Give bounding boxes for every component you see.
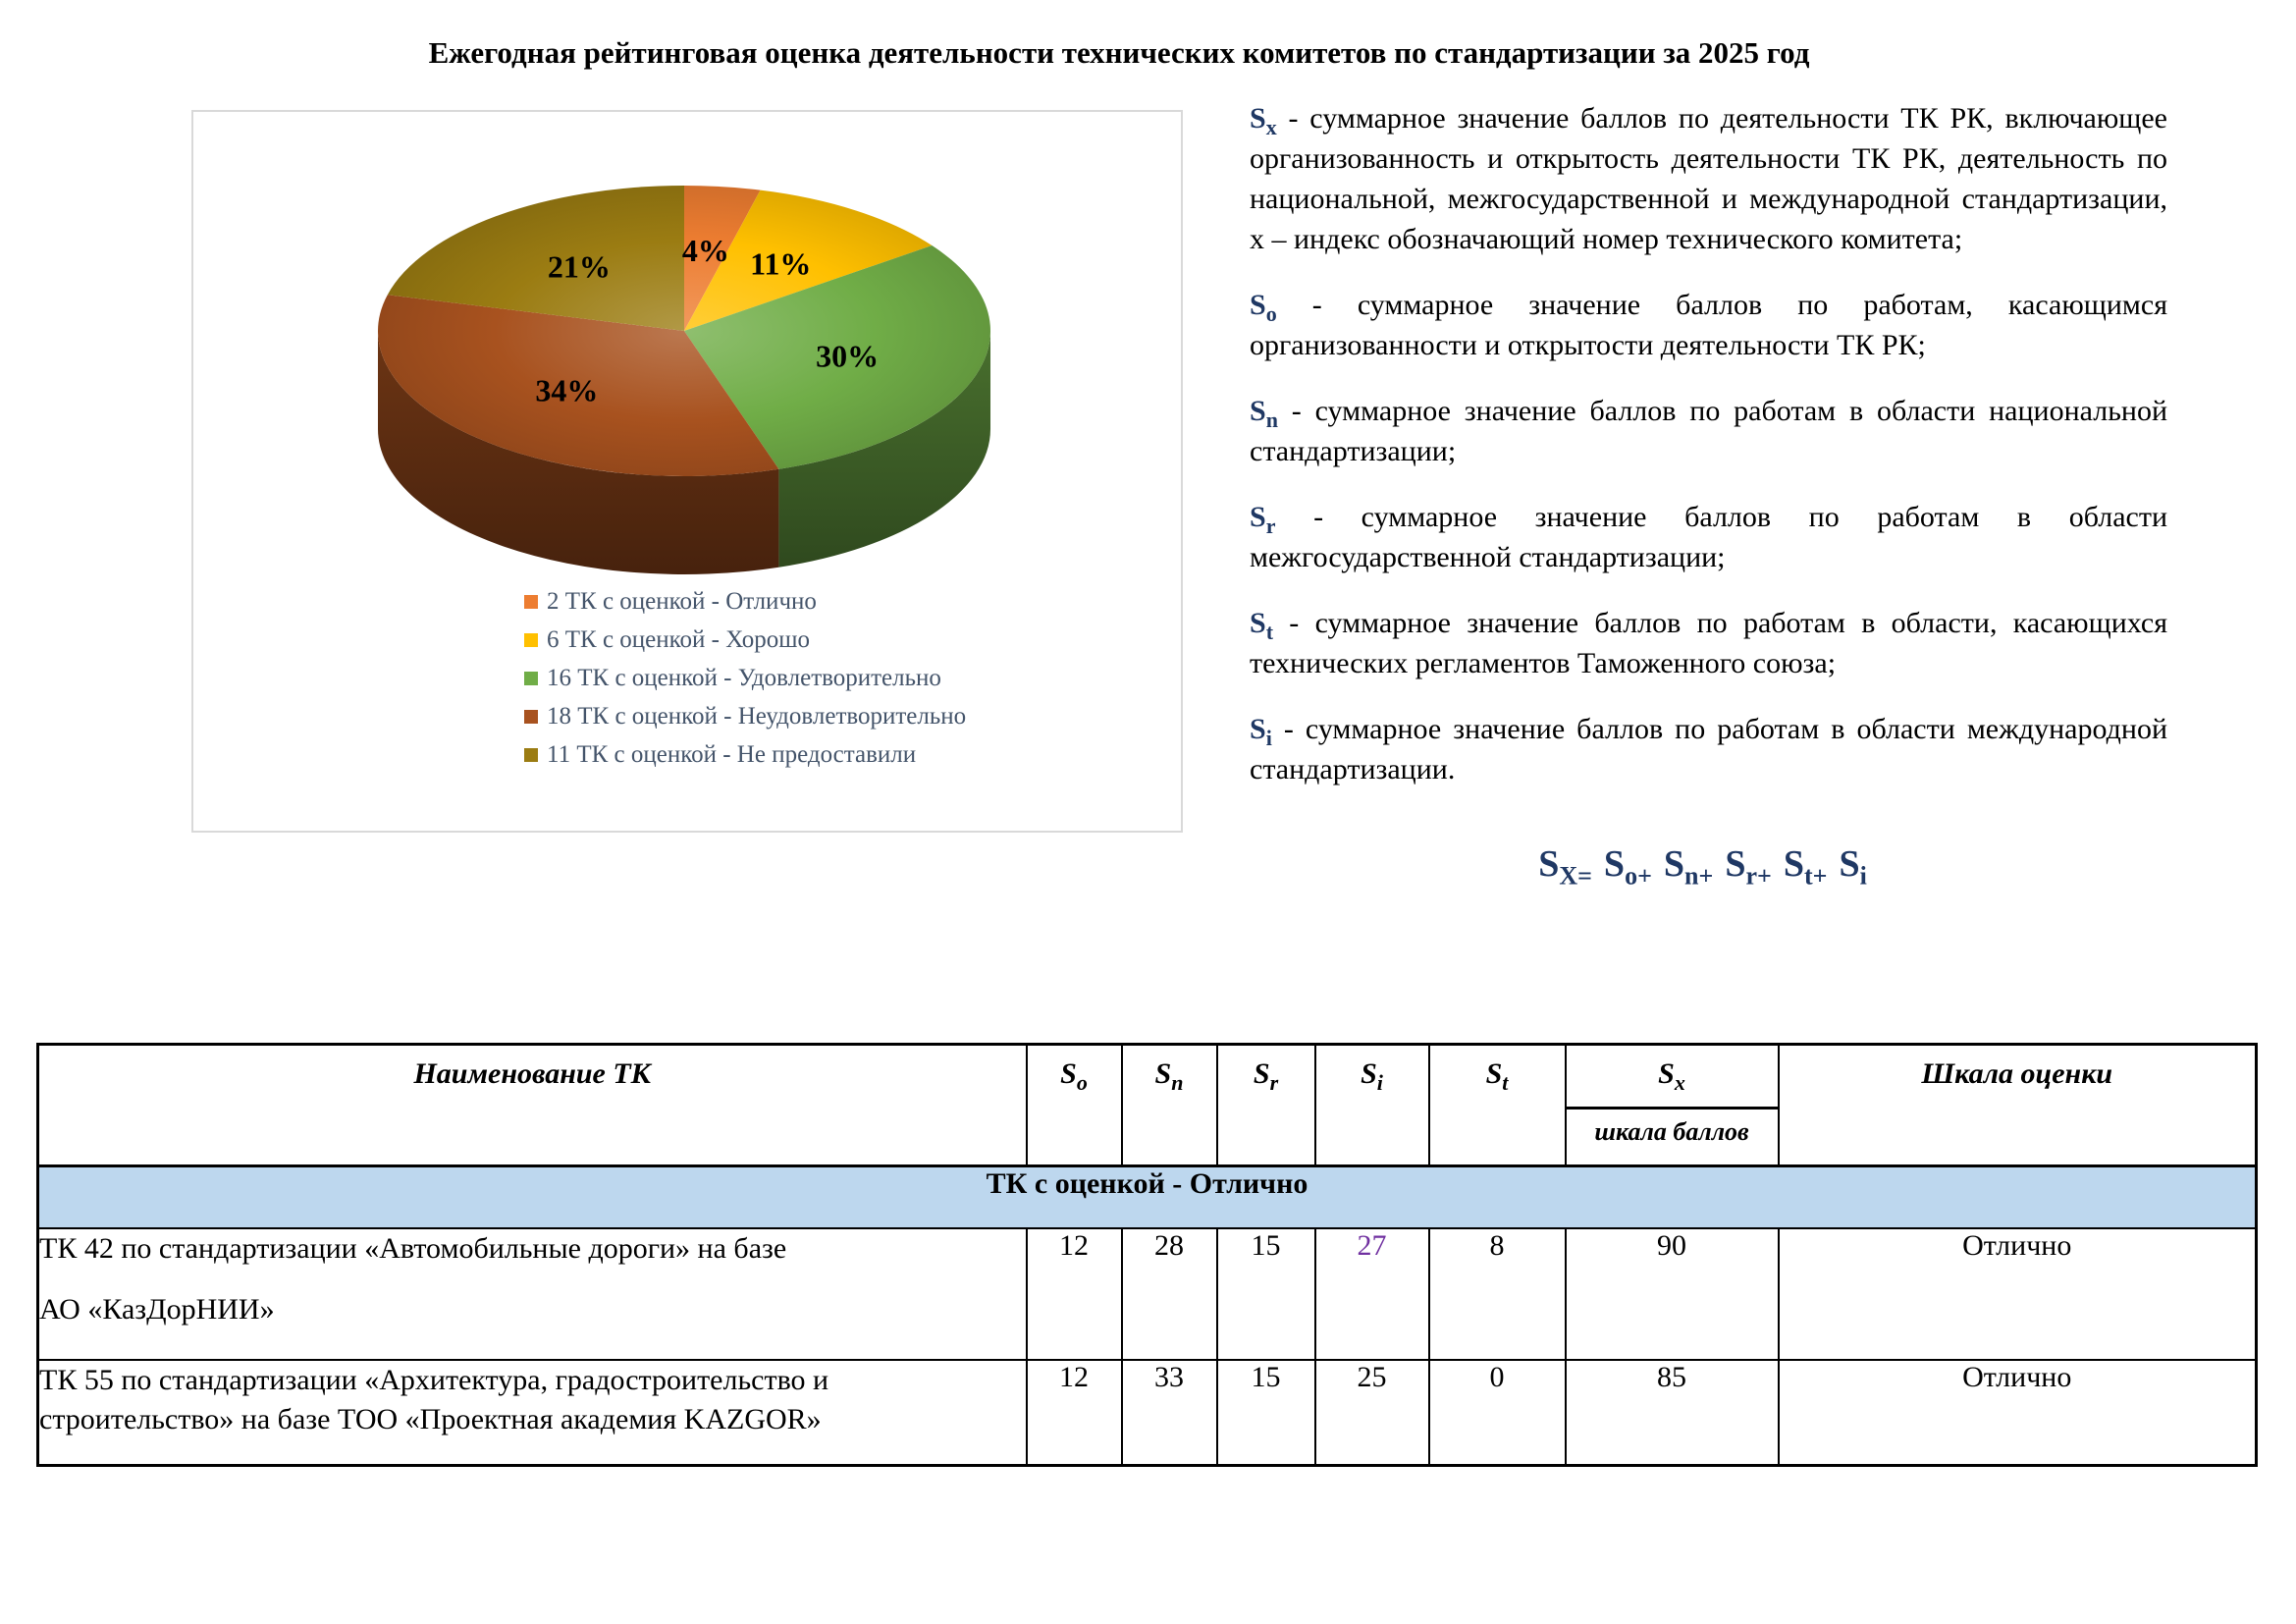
formula bbox=[1250, 842, 2167, 891]
legend-item bbox=[524, 589, 966, 614]
legend-swatch-icon bbox=[524, 672, 538, 685]
cell-st: 0 bbox=[1429, 1360, 1566, 1466]
symbol-St: $S_t$ bbox=[1250, 607, 1274, 644]
table-header-Si: $S_i$ bbox=[1315, 1045, 1429, 1166]
definition-Sr: $S_r$ - суммарное значение баллов по работам в области межгосударственной стандартизации; bbox=[1250, 501, 2167, 573]
legend-item-label: 2 ТК с оценкой - Отлично bbox=[547, 588, 817, 615]
definition-Sn: $S_n$ - суммарное значение баллов по работам в области национальной стандартизации; bbox=[1250, 395, 2167, 467]
sx-subheader: шкала баллов bbox=[1567, 1107, 1778, 1163]
table-header-row bbox=[38, 1045, 2257, 1166]
formula-term-4: $S_{t+}$ bbox=[1783, 843, 1828, 891]
table-header-Sn: $S_n$ bbox=[1122, 1045, 1217, 1166]
cell-rating: Отлично bbox=[1779, 1228, 2257, 1360]
cell-so: 12 bbox=[1027, 1228, 1122, 1360]
pie-data-label-Отлично: 4% bbox=[681, 232, 729, 268]
legend-item bbox=[524, 742, 966, 767]
legend-item-label: 16 ТК с оценкой - Удовлетворительно bbox=[547, 665, 941, 691]
cell-sn: 28 bbox=[1122, 1228, 1217, 1360]
legend-item-label: 11 ТК с оценкой - Не предоставили bbox=[547, 741, 917, 768]
definitions-block bbox=[1250, 98, 2167, 815]
chart-legend bbox=[524, 589, 966, 781]
table-header-rating: Шкала оценки bbox=[1779, 1045, 2257, 1166]
formula-term-0: $S_{X=}$ bbox=[1538, 843, 1592, 891]
cell-sn: 33 bbox=[1122, 1360, 1217, 1466]
symbol-Si: $S_i$ bbox=[1250, 713, 1272, 750]
cell-sx: 90 bbox=[1566, 1228, 1779, 1360]
cell-tk-name bbox=[38, 1228, 1027, 1360]
cell-st: 8 bbox=[1429, 1228, 1566, 1360]
legend-swatch-icon bbox=[524, 748, 538, 762]
legend-item bbox=[524, 627, 966, 652]
pie-data-label-Удовлетворительно: 30% bbox=[816, 338, 880, 374]
cell-so: 12 bbox=[1027, 1360, 1122, 1466]
legend-swatch-icon bbox=[524, 633, 538, 647]
pie-data-label-Неудовлетворительно: 34% bbox=[535, 372, 599, 408]
pie-data-label-Хорошо: 11% bbox=[750, 245, 812, 282]
formula-term-1: $S_{o+}$ bbox=[1603, 843, 1652, 891]
tk-name-line: ТК 42 по стандартизации «Автомобильные дороги» на базе bbox=[39, 1231, 787, 1265]
tk-name-line: ТК 55 по стандартизации «Архитектура, градостроительство и строительство» на базе ТОО «Проектная академия KAZGOR» bbox=[39, 1363, 829, 1435]
table-header-name: Наименование ТК bbox=[38, 1045, 1027, 1166]
definition-St: $S_t$ - суммарное значение баллов по работам в области, касающихся технических регламентов Таможенного союза; bbox=[1250, 607, 2167, 679]
cell-tk-name bbox=[38, 1360, 1027, 1466]
cell-sr: 15 bbox=[1217, 1360, 1315, 1466]
legend-swatch-icon bbox=[524, 710, 538, 724]
rating-table bbox=[36, 1043, 2258, 1467]
tk-name-line: АО «КазДорНИИ» bbox=[39, 1292, 275, 1326]
sx-header-symbol: $S_x$ bbox=[1658, 1057, 1685, 1095]
definition-So: $S_o$ - суммарное значение баллов по работам, касающимся организованности и открытости деятельности ТК РК; bbox=[1250, 289, 2167, 361]
cell-si: 25 bbox=[1315, 1360, 1429, 1466]
legend-item-label: 18 ТК с оценкой - Неудовлетворительно bbox=[547, 703, 967, 730]
page-title: Ежегодная рейтинговая оценка деятельности технических комитетов по стандартизации за 2025 год bbox=[428, 35, 1810, 70]
section-row bbox=[38, 1166, 2257, 1228]
legend-item bbox=[524, 704, 966, 729]
table-row bbox=[38, 1228, 2257, 1360]
symbol-Sr: $S_r$ bbox=[1250, 501, 1276, 538]
legend-swatch-icon bbox=[524, 595, 538, 609]
cell-si: 27 bbox=[1315, 1228, 1429, 1360]
table-header-So: $S_o$ bbox=[1027, 1045, 1122, 1166]
table-header-St: $S_t$ bbox=[1429, 1045, 1566, 1166]
definition-Si: $S_i$ - суммарное значение баллов по работам в области международной стандартизации. bbox=[1250, 713, 2167, 785]
symbol-Sn: $S_n$ bbox=[1250, 395, 1278, 432]
cell-sx: 85 bbox=[1566, 1360, 1779, 1466]
table-header-Sx bbox=[1566, 1045, 1779, 1166]
definition-Sx: $S_x$ - суммарное значение баллов по деятельности ТК РК, включающее организованность и открытость деятельности ТК РК, деятельность по национальной, межгосударственной и международной стандартизации, х – индекс обозначающий номер технического комитета; bbox=[1250, 102, 2167, 255]
pie-chart-frame bbox=[191, 110, 1183, 833]
formula-term-5: $S_i$ bbox=[1839, 843, 1867, 891]
cell-rating: Отлично bbox=[1779, 1360, 2257, 1466]
legend-item bbox=[524, 666, 966, 690]
table-row bbox=[38, 1360, 2257, 1466]
formula-term-2: $S_{n+}$ bbox=[1663, 843, 1714, 891]
symbol-So: $S_o$ bbox=[1250, 289, 1277, 326]
section-row-label: ТК с оценкой - Отлично bbox=[38, 1166, 2257, 1228]
cell-sr: 15 bbox=[1217, 1228, 1315, 1360]
pie-data-label-Не предоставили: 21% bbox=[547, 248, 611, 285]
symbol-Sx: $S_x$ bbox=[1250, 102, 1277, 139]
table-header-Sr: $S_r$ bbox=[1217, 1045, 1315, 1166]
formula-term-3: $S_{r+}$ bbox=[1725, 843, 1772, 891]
legend-item-label: 6 ТК с оценкой - Хорошо bbox=[547, 626, 810, 653]
